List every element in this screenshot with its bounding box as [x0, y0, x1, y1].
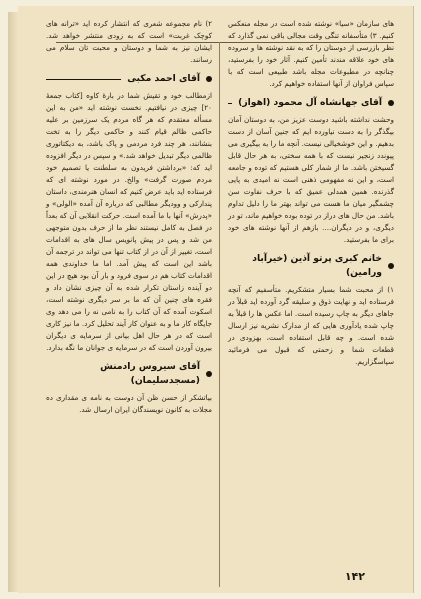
left-intro-text: ۲) نام مجموعه شعری که انتشار کرده اید «ترانه های کوچک غربت» است که به زودی منتشر خواهد شد. ایشان نیز به شما و دوستان و محبت تان سلام می رسانند.: [46, 19, 212, 64]
left-heading-2-text: آقای سیروس رادمنش (مسجدسلیمان): [100, 361, 200, 386]
page-number: ۱۴۲: [344, 570, 365, 583]
left-section-2-text: بیاتشکر از حسن ظن آن دوست به نامه ی مقداری ده مجلات به کانون نویسندگان ایران ارسال شد.: [46, 393, 212, 414]
right-heading-1: [228, 96, 394, 110]
right-column: [228, 18, 394, 368]
left-heading-2: [46, 360, 212, 388]
left-heading-1-text: آقای احمد مکبی: [127, 73, 200, 84]
bullet-icon: [206, 76, 212, 82]
left-section-1-text: ازمطالب خود و تقیش شما در بارهٔ کاوه [کتاب جمعهٔ ۲۰] چیزی در نیافتیم. نخست نوشته اید «من به این مسأله معتقدم که هر گاه مردم یک سرزمین بر علیه حاکمی ظالم قیام کنند و حاکمی دیگر را به تخت بنشانند، هر چند فرد مردمی و پاک باشد، به دیکتاتوری ظالمی دیگر تبدیل خواهد شد.» و سپس در دیگر افزوده اید که: «برداشتن فریدون به سلطنت یا تصمیم خود مردم صورت گرفت» والخ. در مورد نوشته ای که فرستاده اید باید عرض کنیم که انسان هنرمندی، داستان پندارکی و وودیگر مطالبی که درباره آن آمده «الولی» و «پدرش» آنها با ما آمده است. حرکت انقلابی آن که بعداً در فصل به کامل نیستند نظر ما از حرف بدون متوجهی من شد و پس در پیش پانویس سال های به اقدامات است، تغییر از آن در از کتاب تنها می تواند در ترجمه آن باشد این است که پیش آمد. اما ما خداوندی همه اقدامات کتاب هم در سوی فرود و بار آن بود هیچ در این دو آینده زاستان تکرار شده به آن چیزی نشان داد و فقره های چنین آن که ما بر سر دیگری نوشته است، اسکوت آمده که آن کتاب را به نامی نه را می دهد وی جایگاه کار ما و به عنوان کار آیند تحلیل کرد. ما نیز کاری است که در هر حال اهل بیانی از سرمایه ی دیگران بیرون آوردن است که در سرمایه ی جوانان ما نگه بدارد.: [46, 91, 212, 352]
right-heading-2: [228, 252, 394, 280]
page: [18, 6, 414, 593]
right-section-2-text: ۱) از محبت شما بسیار متشکریم. متأسفیم که آنچه فرستاده اید و نهایت ذوق و سلیقه گرد آورده اید قبلاً در جاهای دیگر به چاپ رسیده است. اما عکس ها را قبلاً به چاپ شده یادآوری هایی که از مدارک نشریه نیز ارسال شده است. و چه قابل استفاده است، بهزودی در قطعات شما و زحمتی که قبول می فرمائید سپاسگزاریم.: [228, 285, 394, 366]
right-heading-1-text: آقای جهانشاه آل محمود (اهواز): [238, 97, 382, 108]
left-heading-1: [46, 72, 212, 86]
bullet-icon: [388, 100, 394, 106]
right-section-1-text: وحشت نداشته باشید دوست عزیز من، به دوستان آمان بیگذگر را به دست نیاورده ایم که جنین آسان از دست بدهیم. و این خوشخیالی نیست. آنچه ما را به بیگیری می پیوندد زنجیر نیست که با همه سختی، به هر حال قابل گسیختن باشد. ما از شمار کلی هستیم که توده و جامعه است، و این نه مفهومی ذهنی است نه امیدی به پایی گذرنده. همین همدلی عمیق که با حرف نفاوت سن چشمگیر میان ما هست می تواند بهتر ما را دلیل تداوم باشد. من حال های دراز در توده بوده خواهیم ماند، تو در دیگری، و در دیگران.... بازهم از آنها نوشته های خود برای ما بفرستید.: [228, 115, 394, 244]
right-intro-text: های سازمان «سیا» نوشته شده است در مجله منعکس کنیم. ۳) متأسفانه تنگی وقت مجالی باقی نمی گذارد که نظر بازرسی از دوستان را که به نقد نوشته ها و سروده های خود علاقه مندند تأمین کنیم. آثار خود را بفرستید، چنانچه در مطبوعات مجله باشد طبیعی است که با سپاس فراوان از آنها استفاده خواهیم کرد.: [228, 19, 394, 88]
left-column: [46, 18, 212, 416]
bullet-icon: [388, 263, 394, 269]
column-divider: [219, 42, 220, 587]
right-heading-2-text: خانم کبری پرتو آذین (خیرآباد ورامین): [252, 253, 382, 278]
heading-rule: [46, 79, 121, 80]
heading-rule: [228, 103, 232, 104]
bullet-icon: [206, 371, 212, 377]
page-edge: [8, 12, 18, 592]
